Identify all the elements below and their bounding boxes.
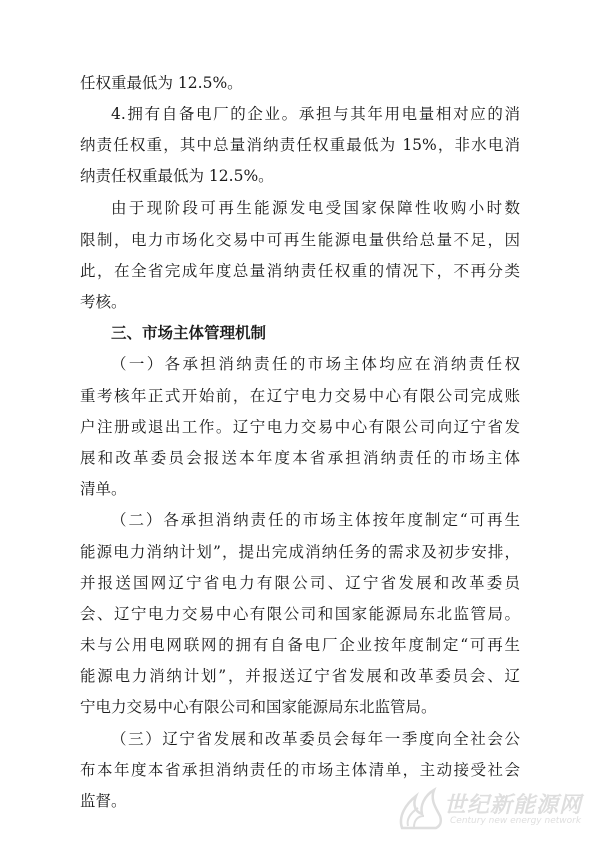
flame-logo-icon [396, 786, 448, 832]
text-line: 并报送国网辽宁省电力有限公司、辽宁省发展和改革委员 [80, 574, 520, 592]
text-line: 展和改革委员会报送本年度本省承担消纳责任的市场主体 [80, 449, 520, 467]
text-line: 纳责任权重，其中总量消纳责任权重最低为 15%，非水电消 [80, 136, 520, 154]
text-line: 纳责任权重最低为 12.5%。 [80, 167, 274, 185]
section-heading: 三、市场主体管理机制 [111, 324, 267, 342]
text-line: 清单。 [80, 480, 127, 498]
watermark [396, 782, 586, 838]
text-line: （三）辽宁省发展和改革委员会每年一季度向全社会公 [111, 730, 520, 748]
text-line: 重考核年正式开始前，在辽宁电力交易中心有限公司完成账 [80, 387, 520, 405]
text-line: 监督。 [80, 792, 127, 810]
text-line: 布本年度本省承担消纳责任的市场主体清单，主动接受社会 [80, 761, 520, 779]
watermark-subtitle: Century new energy network [450, 816, 582, 826]
text-line: 能源电力消纳计划”，提出完成消纳任务的需求及初步安排， [80, 543, 520, 561]
text-line: 宁电力交易中心有限公司和国家能源局东北监管局。 [80, 698, 437, 716]
text-line: 户注册或退出工作。辽宁电力交易中心有限公司向辽宁省发 [80, 418, 520, 436]
watermark-name: 世纪新能源网 [444, 793, 583, 818]
text-line: 4.拥有自备电厂的企业。承担与其年用电量相对应的消 [111, 105, 520, 123]
text-line: 会、辽宁电力交易中心有限公司和国家能源局东北监管局。 [80, 605, 520, 623]
text-line: 任权重最低为 12.5%。 [80, 74, 243, 92]
text-line: （一）各承担消纳责任的市场主体均应在消纳责任权 [111, 355, 520, 373]
text-line: 此，在全省完成年度总量消纳责任权重的情况下，不再分类 [80, 262, 520, 280]
text-line: 限制，电力市场化交易中可再生能源电量供给总量不足，因 [80, 231, 520, 249]
text-line: （二）各承担消纳责任的市场主体按年度制定“可再生 [111, 511, 520, 529]
text-line: 未与公用电网联网的拥有自备电厂企业按年度制定“可再生 [80, 636, 520, 654]
text-line: 考核。 [80, 293, 127, 311]
text-line: 能源电力消纳计划”，并报送辽宁省发展和改革委员会、辽 [80, 667, 520, 685]
text-line: 由于现阶段可再生能源发电受国家保障性收购小时数 [111, 199, 520, 217]
